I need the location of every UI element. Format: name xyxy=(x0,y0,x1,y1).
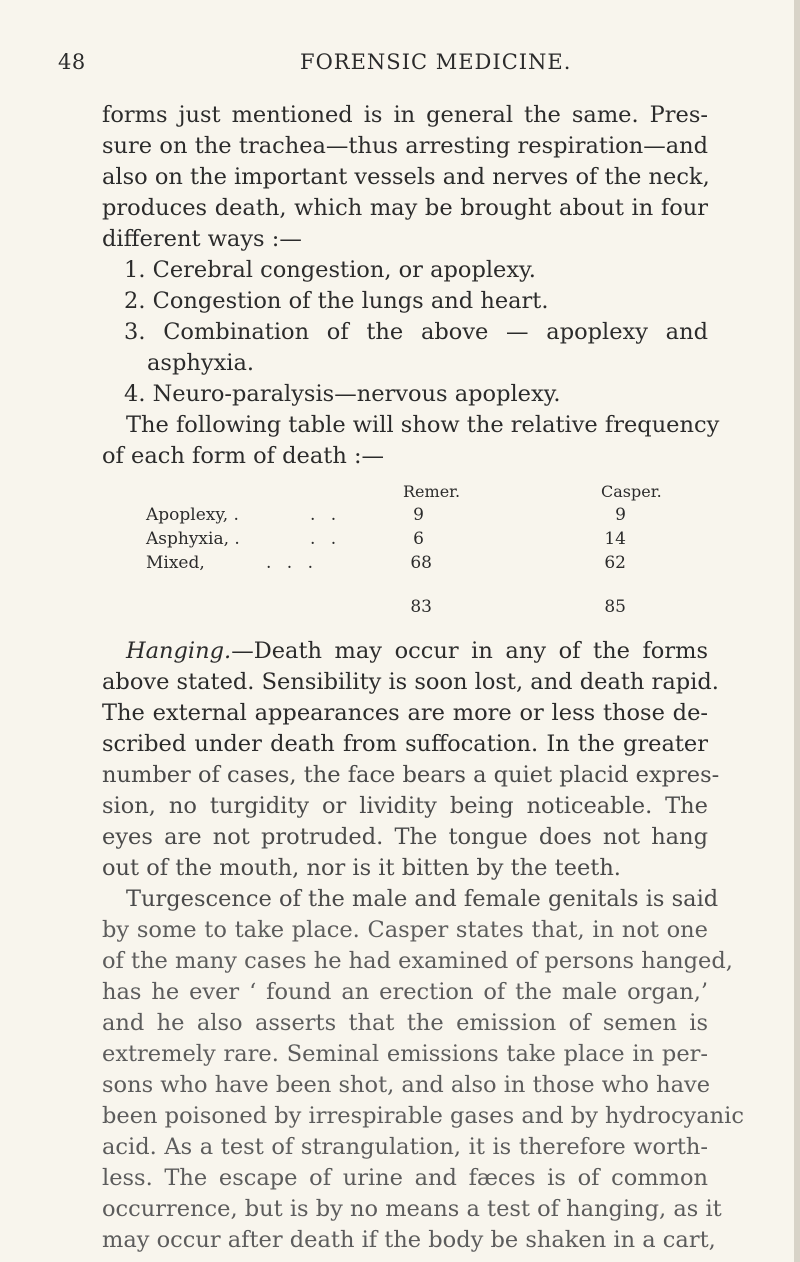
turgescence-line: may occur after death if the body be shaken in a cart, xyxy=(102,1227,716,1253)
cell-remer: 68 xyxy=(410,553,432,573)
hanging-line: —Death may occur in any of the forms xyxy=(231,638,708,664)
intro-line: different ways :— xyxy=(102,226,302,252)
leader-dots: . . xyxy=(310,529,342,549)
turgescence-line: sons who have been shot, and also in those who have xyxy=(102,1072,711,1098)
table-intro-line: of each form of death :— xyxy=(102,443,385,469)
page-number: 48 xyxy=(58,50,86,74)
turgescence-line: of the many cases he had examined of persons hanged, xyxy=(102,948,733,974)
page-edge xyxy=(794,0,800,1262)
cause-item: 2. Congestion of the lungs and heart. xyxy=(124,288,549,314)
leader-dots: . . xyxy=(310,505,342,525)
leader-dots: . . . xyxy=(266,553,319,573)
cell-remer: 6 xyxy=(413,529,424,549)
total-remer: 83 xyxy=(410,597,432,617)
hanging-line: The external appearances are more or less those de- xyxy=(102,700,708,726)
turgescence-line: extremely rare. Seminal emissions take place in per- xyxy=(102,1041,708,1067)
hanging-heading: Hanging. xyxy=(126,638,232,664)
turgescence-line: less. The escape of urine and fæces is of common xyxy=(102,1165,708,1191)
running-title: FORENSIC MEDICINE. xyxy=(300,50,572,74)
intro-line: produces death, which may be brought about in four xyxy=(102,195,708,221)
table-intro-line: The following table will show the relative frequency xyxy=(126,412,720,438)
intro-line: also on the important vessels and nerves of the neck, xyxy=(102,164,710,190)
cell-casper: 9 xyxy=(615,505,626,525)
cause-item: 4. Neuro-paralysis—nervous apoplexy. xyxy=(124,381,561,407)
hanging-line: sion, no turgidity or lividity being noticeable. The xyxy=(102,793,708,819)
row-label: Apoplexy, . xyxy=(146,505,239,525)
cell-casper: 14 xyxy=(604,529,626,549)
cause-item-continuation: asphyxia. xyxy=(147,350,255,376)
total-casper: 85 xyxy=(604,597,626,617)
intro-line: forms just mentioned is in general the same. Pres- xyxy=(102,102,708,128)
hanging-line: above stated. Sensibility is soon lost, and death rapid. xyxy=(102,669,719,695)
hanging-line: eyes are not protruded. The tongue does not hang xyxy=(102,824,708,850)
hanging-line: number of cases, the face bears a quiet placid expres- xyxy=(102,762,720,788)
turgescence-line: been poisoned by irrespirable gases and by hydrocyanic xyxy=(102,1103,744,1129)
turgescence-line: by some to take place. Casper states that, in not one xyxy=(102,917,708,943)
cause-item: 3. Combination of the above — apoplexy and xyxy=(124,319,708,345)
column-header-casper: Casper. xyxy=(601,482,662,501)
row-label: Asphyxia, . xyxy=(146,529,240,549)
page-header xyxy=(0,50,800,86)
cell-remer: 9 xyxy=(413,505,424,525)
column-header-remer: Remer. xyxy=(403,482,461,501)
intro-line: sure on the trachea—thus arresting respiration—and xyxy=(102,133,708,159)
hanging-line: scribed under death from suffocation. In the greater xyxy=(102,731,708,757)
turgescence-line: has he ever ‘ found an erection of the male organ,’ xyxy=(102,979,708,1005)
turgescence-line: and he also asserts that the emission of semen is xyxy=(102,1010,708,1036)
hanging-first-line xyxy=(102,636,708,667)
hanging-line: out of the mouth, nor is it bitten by the teeth. xyxy=(102,855,621,881)
cell-casper: 62 xyxy=(604,553,626,573)
turgescence-line: Turgescence of the male and female genitals is said xyxy=(126,886,719,912)
turgescence-line: acid. As a test of strangulation, it is therefore worth- xyxy=(102,1134,708,1160)
row-label: Mixed, xyxy=(146,553,205,573)
turgescence-line: occurrence, but is by no means a test of hanging, as it xyxy=(102,1196,722,1222)
cause-item: 1. Cerebral congestion, or apoplexy. xyxy=(124,257,536,283)
